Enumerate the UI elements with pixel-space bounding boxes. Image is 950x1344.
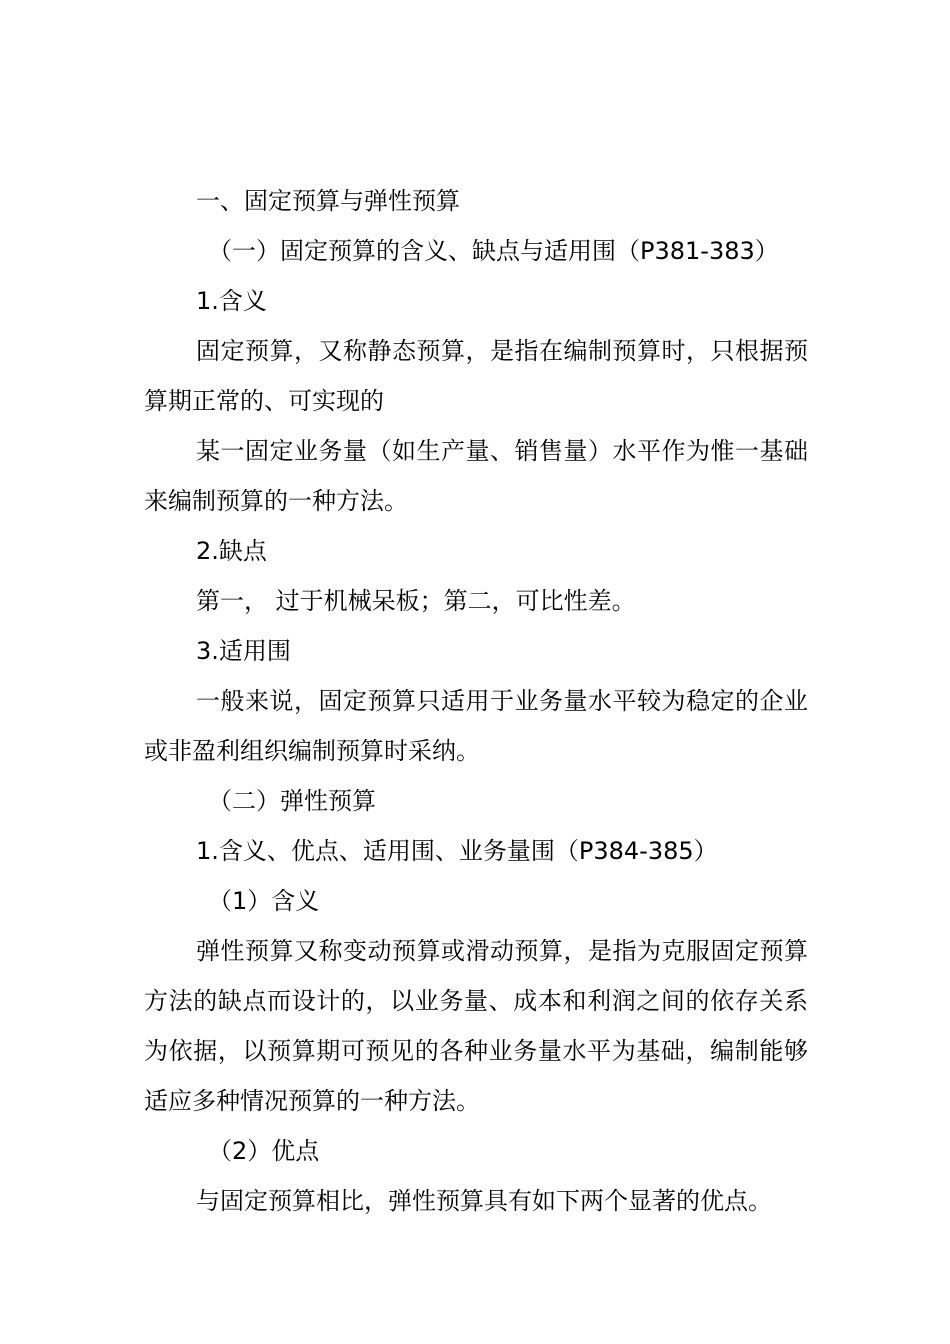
drawbacks-paragraph: 第一， 过于机械呆板；第二，可比性差。 bbox=[196, 587, 636, 615]
point-definition-title: （1）含义 bbox=[208, 887, 320, 915]
flexible-item-title: 1.含义、优点、适用围、业务量围（P384-385） bbox=[196, 837, 718, 865]
scope-paragraph: 一般来说，固定预算只适用于业务量水平较为稳定的企业或非盈利组织编制预算时采纳。 bbox=[144, 687, 808, 765]
heading-fixed-vs-flexible-budget: 一、固定预算与弹性预算 bbox=[196, 187, 460, 215]
definition-paragraph-b: 某一固定业务量（如生产量、销售量）水平作为惟一基础来编制预算的一种方法。 bbox=[144, 437, 808, 515]
item-drawbacks-title: 2.缺点 bbox=[196, 537, 267, 565]
advantages-paragraph: 与固定预算相比，弹性预算具有如下两个显著的优点。 bbox=[196, 1187, 772, 1215]
document-body bbox=[144, 176, 808, 1226]
sub-heading-flexible-budget: （二）弹性预算 bbox=[208, 787, 376, 815]
item-definition-title: 1.含义 bbox=[196, 287, 267, 315]
definition-paragraph-a: 固定预算，又称静态预算，是指在编制预算时，只根据预算期正常的、可实现的 bbox=[144, 337, 808, 415]
point-advantages-title: （2）优点 bbox=[208, 1137, 320, 1165]
item-scope-title: 3.适用围 bbox=[196, 637, 291, 665]
flexible-definition-paragraph: 弹性预算又称变动预算或滑动预算，是指为克服固定预算方法的缺点而设计的，以业务量、成本和利润之间的依存关系为依据，以预算期可预见的各种业务量水平为基础，编制能够适应多种情况预算的一种方法。 bbox=[144, 937, 808, 1115]
sub-heading-fixed-budget: （一）固定预算的含义、缺点与适用围（P381-383） bbox=[208, 237, 779, 265]
